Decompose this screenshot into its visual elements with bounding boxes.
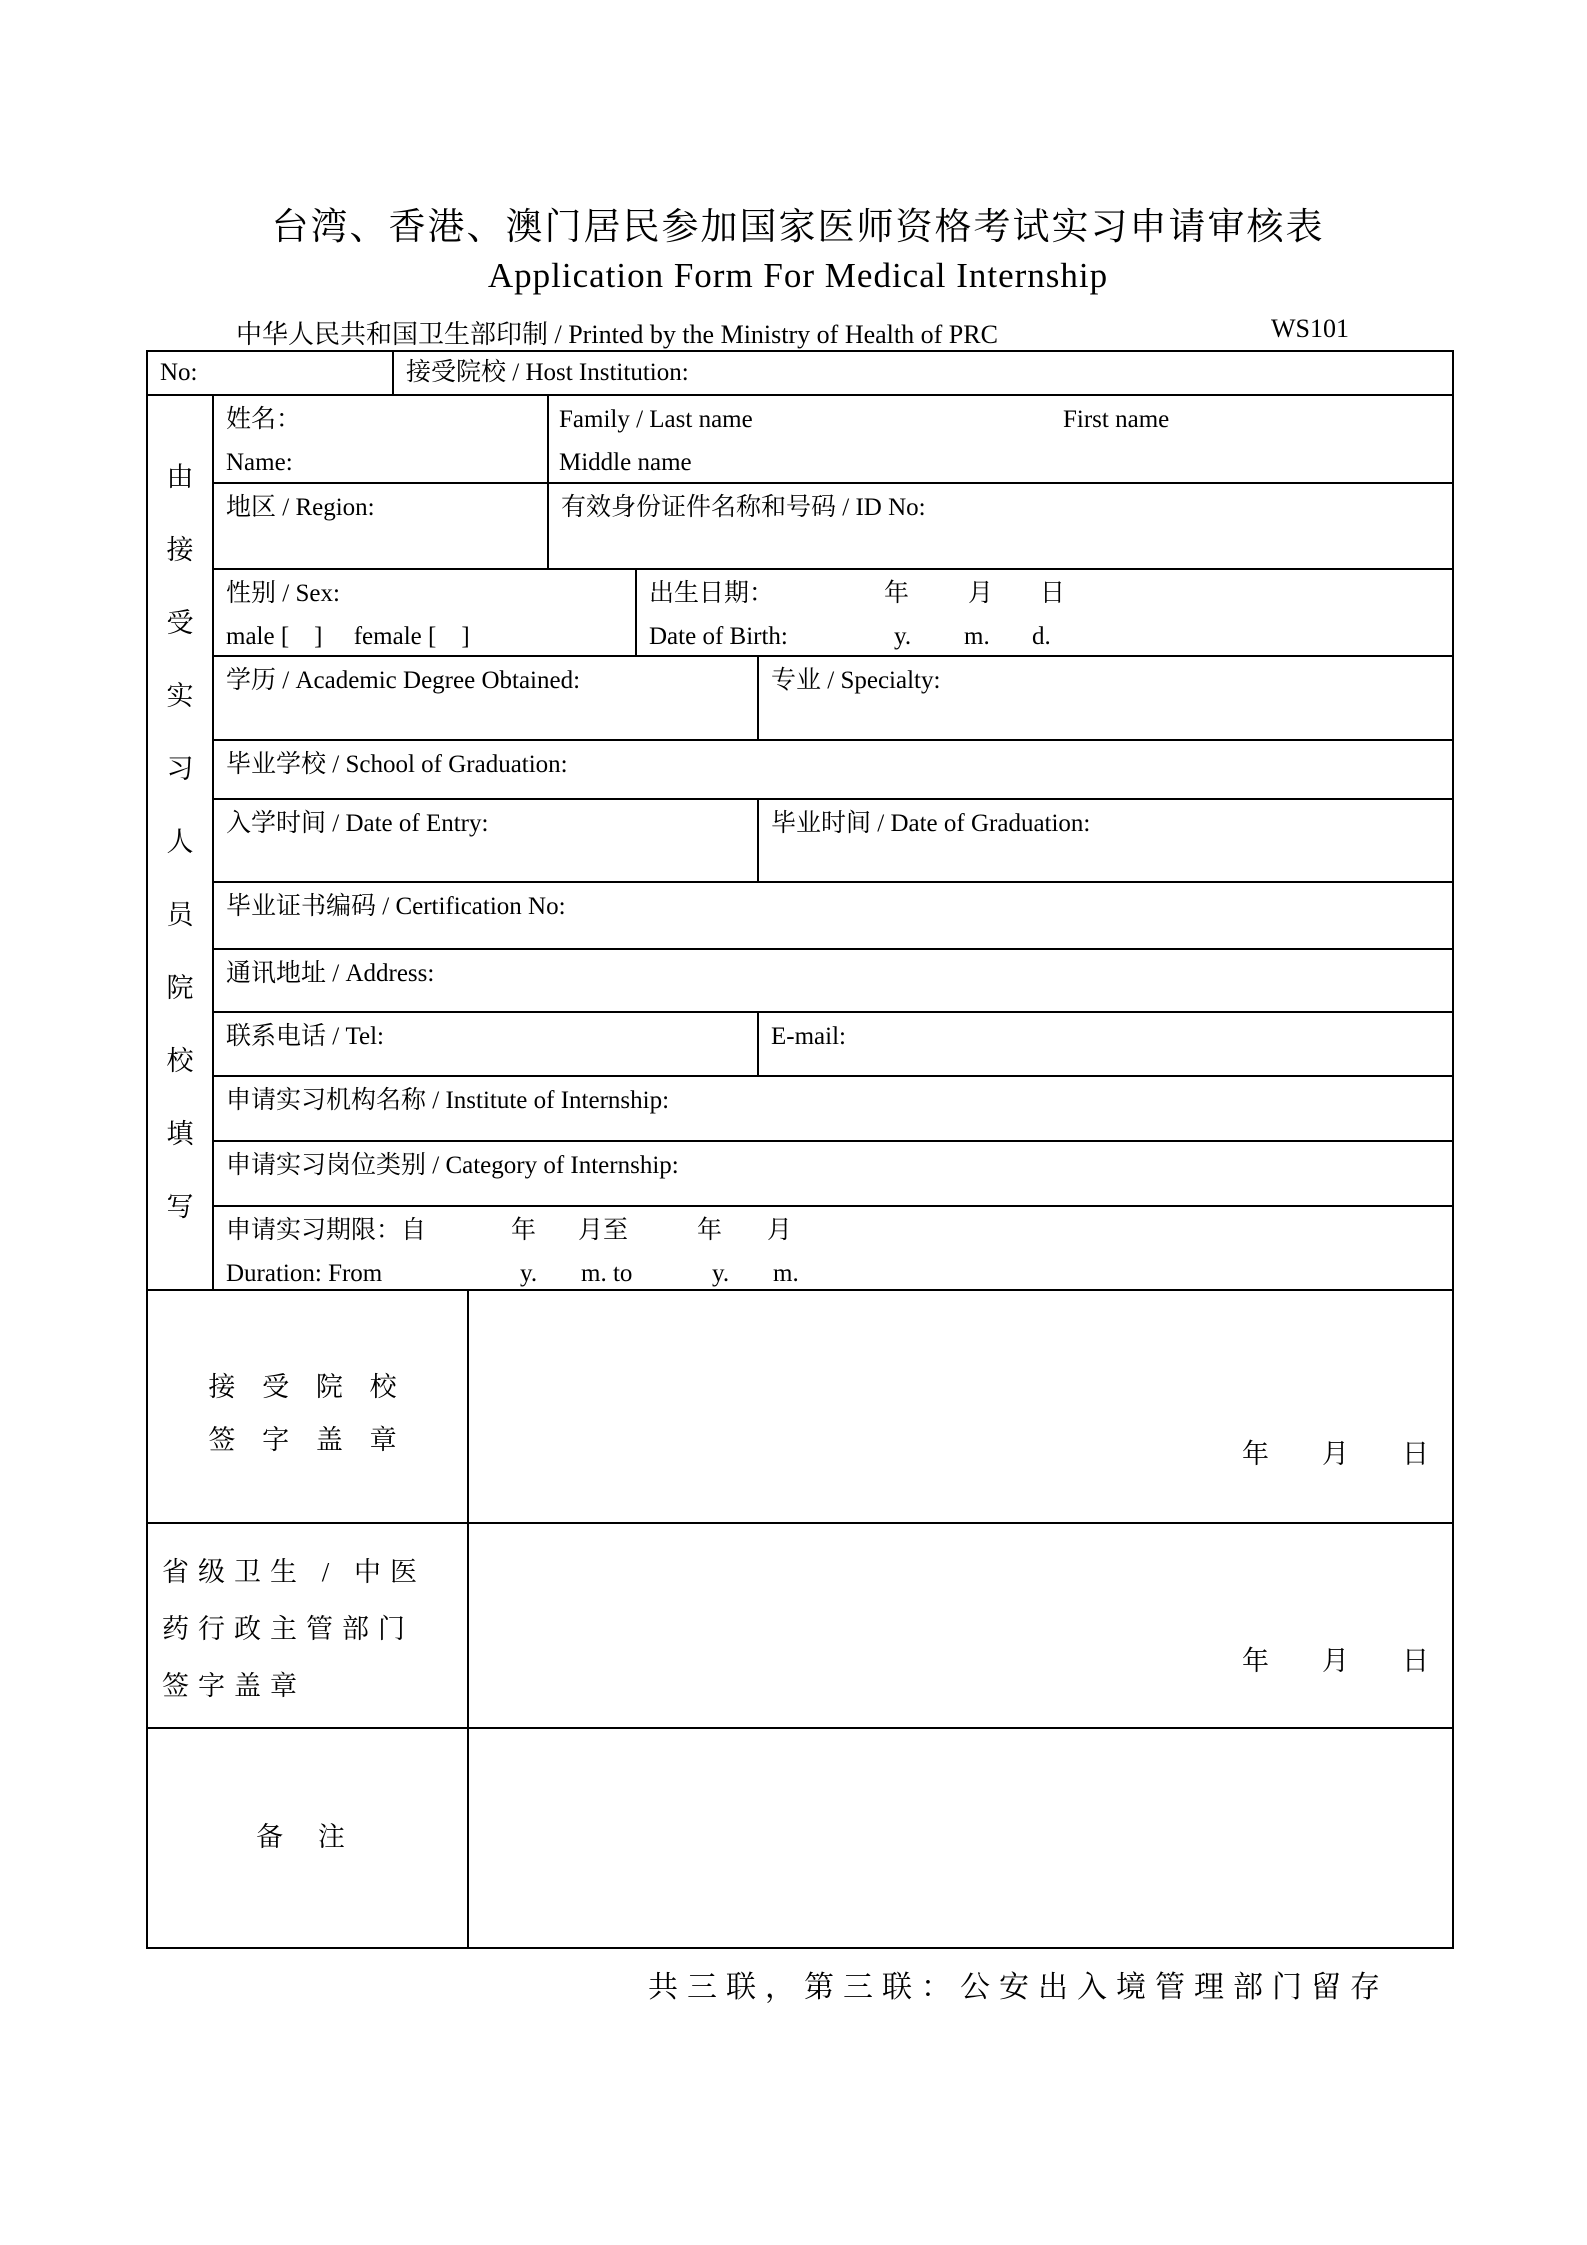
id-number-field (549, 484, 1452, 570)
remarks-label: 备 注 (256, 1822, 359, 1853)
host-institution-field (394, 352, 1452, 396)
name-field-label-cell (214, 396, 549, 484)
provincial-signature-date-marks: 年 月 日 (1242, 1645, 1442, 1676)
host-institution-label: 接受院校 / Host Institution: (406, 359, 689, 386)
provincial-signature-area (469, 1524, 1452, 1729)
family-name-label: Family / Last name (559, 406, 753, 433)
host-signature-date-marks: 年 月 日 (1242, 1438, 1442, 1469)
form-code: WS101 (1271, 314, 1349, 343)
duration-label-en: Duration: From (226, 1260, 383, 1287)
birth-label-en: Date of Birth: (649, 623, 788, 650)
host-signature-area (469, 1291, 1452, 1524)
date-of-entry-label: 入学时间 / Date of Entry: (226, 810, 489, 837)
date-of-graduation-label: 毕业时间 / Date of Graduation: (771, 810, 1091, 837)
institute-of-internship-field (214, 1077, 1452, 1142)
page-title-chinese: 台湾、香港、澳门居民参加国家医师资格考试实习申请审核表 (271, 207, 1325, 248)
birth-unit-year-cn: 年 (884, 580, 910, 607)
tel-label: 联系电话 / Tel: (226, 1023, 384, 1050)
birth-unit-day-cn: 日 (1040, 580, 1066, 607)
birth-unit-month-en: m. (964, 623, 990, 650)
provincial-signature-label-line2: 药行政主管部门 (162, 1614, 414, 1644)
sex-options: male [ ] female [ ] (226, 623, 470, 650)
duration-to-month-en: m. (773, 1260, 799, 1287)
address-label: 通讯地址 / Address: (226, 960, 435, 987)
tel-field (214, 1013, 759, 1077)
date-of-entry-field (214, 800, 759, 883)
specialty-label: 专业 / Specialty: (771, 667, 941, 694)
page-title-english: Application Form For Medical Internship (487, 256, 1109, 295)
sidebar-vertical-char: 习 (166, 753, 194, 784)
name-label-cn: 姓名： (226, 406, 302, 433)
no-label: No: (160, 359, 198, 386)
duration-from-year-en: y. (520, 1260, 538, 1287)
sidebar-vertical-char: 填 (166, 1118, 194, 1149)
birth-unit-day-en: d. (1032, 623, 1051, 650)
sidebar-vertical-char: 校 (166, 1045, 194, 1076)
duration-to-year-cn: 年 (697, 1217, 723, 1244)
school-of-graduation-field (214, 741, 1452, 800)
duration-label-cn: 申请实习期限：自 (226, 1217, 427, 1244)
specialty-field (759, 657, 1452, 741)
duration-from-year-cn: 年 (511, 1217, 537, 1244)
academic-degree-field (214, 657, 759, 741)
host-signature-label-line2: 签 字 盖 章 (208, 1425, 407, 1455)
category-of-internship-field (214, 1142, 1452, 1207)
provincial-signature-label-line1: 省级卫生 / 中医 (162, 1557, 427, 1587)
application-form-table (146, 350, 1454, 1949)
category-of-internship-label: 申请实习岗位类别 / Category of Internship: (226, 1152, 679, 1179)
region-label: 地区 / Region: (226, 494, 375, 521)
provincial-signature-label-cell (148, 1524, 469, 1729)
provincial-signature-label-line3: 签字盖章 (162, 1671, 306, 1701)
duration-from-month-to-en: m. to (581, 1260, 633, 1287)
sex-label: 性别 / Sex: (226, 580, 340, 607)
institute-of-internship-label: 申请实习机构名称 / Institute of Internship: (226, 1087, 670, 1114)
sidebar-vertical-label (148, 396, 214, 1291)
host-signature-label-cell (148, 1291, 469, 1524)
name-label-en: Name: (226, 449, 293, 476)
sex-field (214, 570, 637, 657)
printed-by-line: 中华人民共和国卫生部印制 / Printed by the Ministry of Health of PRC (236, 320, 998, 349)
duration-to-month-cn: 月 (767, 1217, 793, 1244)
duration-to-year-en: y. (712, 1260, 730, 1287)
sidebar-vertical-char: 实 (166, 680, 194, 711)
name-field-input-cell (549, 396, 1452, 484)
duration-field (214, 1207, 1452, 1291)
sidebar-vertical-char: 员 (166, 899, 194, 930)
remarks-area (469, 1729, 1452, 1947)
first-name-label: First name (1063, 406, 1170, 433)
date-of-graduation-field (759, 800, 1452, 883)
birth-unit-year-en: y. (894, 623, 912, 650)
sidebar-vertical-char: 受 (166, 607, 194, 638)
sidebar-vertical-char: 人 (166, 826, 194, 857)
birth-label-cn: 出生日期： (649, 580, 775, 607)
middle-name-label: Middle name (559, 449, 692, 476)
certification-no-field (214, 883, 1452, 950)
duration-from-month-to-cn: 月至 (578, 1217, 629, 1244)
remarks-label-cell (148, 1729, 469, 1947)
sidebar-vertical-char: 接 (166, 534, 194, 565)
sidebar-vertical-char: 写 (166, 1191, 194, 1222)
email-label: E-mail: (771, 1023, 846, 1050)
birth-unit-month-cn: 月 (968, 580, 994, 607)
date-of-birth-field (637, 570, 1452, 657)
host-signature-label-line1: 接 受 院 校 (208, 1372, 407, 1402)
no-field (148, 352, 394, 396)
academic-degree-label: 学历 / Academic Degree Obtained: (226, 667, 581, 694)
school-of-graduation-label: 毕业学校 / School of Graduation: (226, 751, 568, 778)
sidebar-vertical-char: 由 (166, 461, 194, 492)
footer-copy-note: 共三联，第三联：公安出入境管理部门留存 (648, 1971, 1389, 2004)
address-field (214, 950, 1452, 1013)
region-field (214, 484, 549, 570)
sidebar-vertical-char: 院 (166, 972, 194, 1003)
id-number-label: 有效身份证件名称和号码 / ID No: (561, 494, 926, 521)
email-field (759, 1013, 1452, 1077)
certification-no-label: 毕业证书编码 / Certification No: (226, 893, 566, 920)
